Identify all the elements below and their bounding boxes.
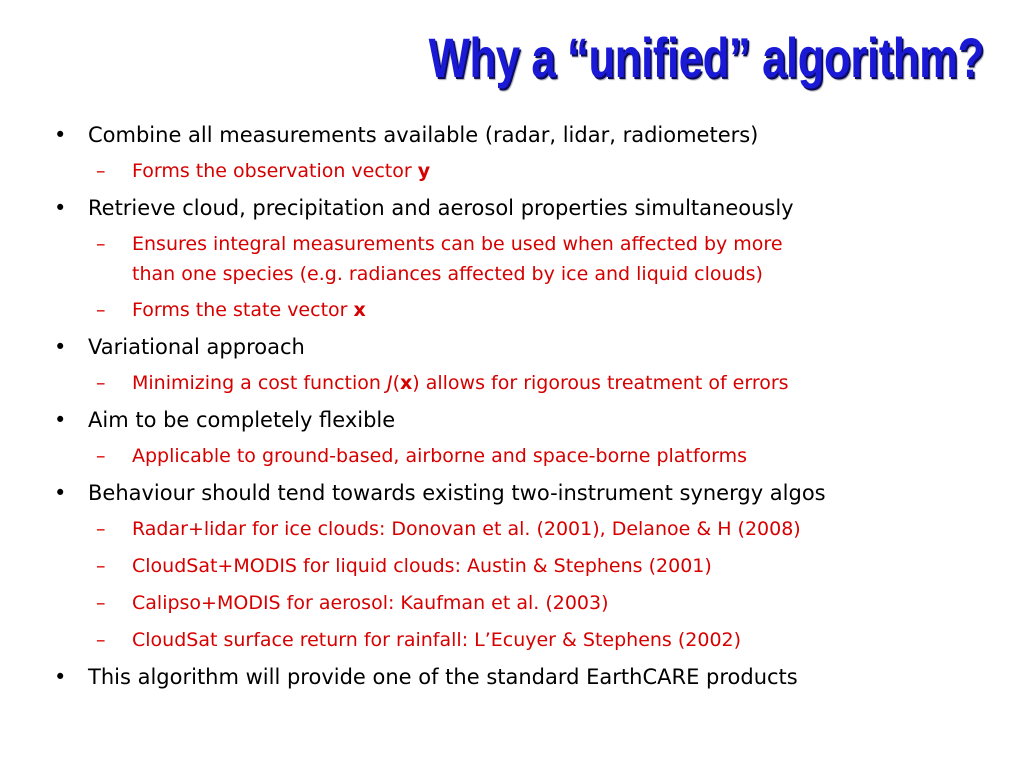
sub-bullet-text: Calipso+MODIS for aerosol: Kaufman et al. (2003) (132, 592, 609, 614)
bullet-text: This algorithm will provide one of the standard EarthCARE products (88, 665, 798, 689)
dash-icon: – (96, 160, 106, 182)
bullet-item (54, 193, 1004, 223)
sub-bullet-item (54, 229, 1004, 289)
bullet-text: Combine all measurements available (radar, lidar, radiometers) (88, 123, 759, 147)
dash-icon: – (96, 233, 106, 255)
dash-icon: – (96, 592, 106, 614)
sub-bullet-item (54, 156, 1004, 187)
bullet-text: Aim to be completely flexible (88, 408, 396, 432)
vector-symbol: x (353, 299, 366, 321)
dash-icon: – (96, 555, 106, 577)
bullet-icon: • (54, 335, 67, 359)
slide-title: Why a “unified” algorithm? (428, 26, 984, 89)
bullet-icon: • (54, 481, 67, 505)
bullet-icon: • (54, 123, 67, 147)
cost-function-symbol: J (386, 372, 393, 394)
sub-bullet-item (54, 514, 1004, 545)
bullet-text: Variational approach (88, 335, 305, 359)
sub-bullet-text: CloudSat+MODIS for liquid clouds: Austin & Stephens (2001) (132, 555, 712, 577)
bullet-icon: • (54, 196, 67, 220)
sub-bullet-text-line2: than one species (e.g. radiances affected by ice and liquid clouds) (132, 263, 763, 285)
sub-bullet-item (54, 625, 1004, 656)
sub-bullet-item (54, 551, 1004, 582)
sub-bullet-item (54, 368, 1004, 399)
sub-bullet-text: Forms the observation vector (132, 160, 418, 182)
vector-symbol: y (417, 160, 431, 182)
sub-bullet-text-tail: ) allows for rigorous treatment of errors (412, 372, 789, 394)
bullet-item (54, 405, 1004, 435)
open-paren: ( (392, 372, 401, 394)
sub-bullet-item (54, 588, 1004, 619)
sub-bullet-text-line1: Ensures integral measurements can be used when affected by more (132, 233, 783, 255)
dash-icon: – (96, 629, 106, 651)
dash-icon: – (96, 518, 106, 540)
bullet-item (54, 478, 1004, 508)
sub-bullet-item (54, 295, 1004, 326)
bullet-item (54, 332, 1004, 362)
bullet-item (54, 120, 1004, 150)
sub-bullet-text: Minimizing a cost function (132, 372, 387, 394)
sub-bullet-text: Applicable to ground-based, airborne and space-borne platforms (132, 445, 748, 467)
sub-bullet-text: Forms the state vector (132, 299, 354, 321)
bullet-icon: • (54, 408, 67, 432)
bullet-item (54, 662, 1004, 692)
bullet-list (54, 120, 1004, 698)
bullet-text: Retrieve cloud, precipitation and aerosol properties simultaneously (88, 196, 794, 220)
sub-bullet-text: Radar+lidar for ice clouds: Donovan et al. (2001), Delanoe & H (2008) (132, 518, 801, 540)
bullet-text: Behaviour should tend towards existing two-instrument synergy algos (88, 481, 826, 505)
sub-bullet-text: CloudSat surface return for rainfall: L’Ecuyer & Stephens (2002) (132, 629, 742, 651)
dash-icon: – (96, 445, 106, 467)
vector-symbol: x (400, 372, 413, 394)
dash-icon: – (96, 299, 106, 321)
bullet-icon: • (54, 665, 67, 689)
sub-bullet-item (54, 441, 1004, 472)
dash-icon: – (96, 372, 106, 394)
